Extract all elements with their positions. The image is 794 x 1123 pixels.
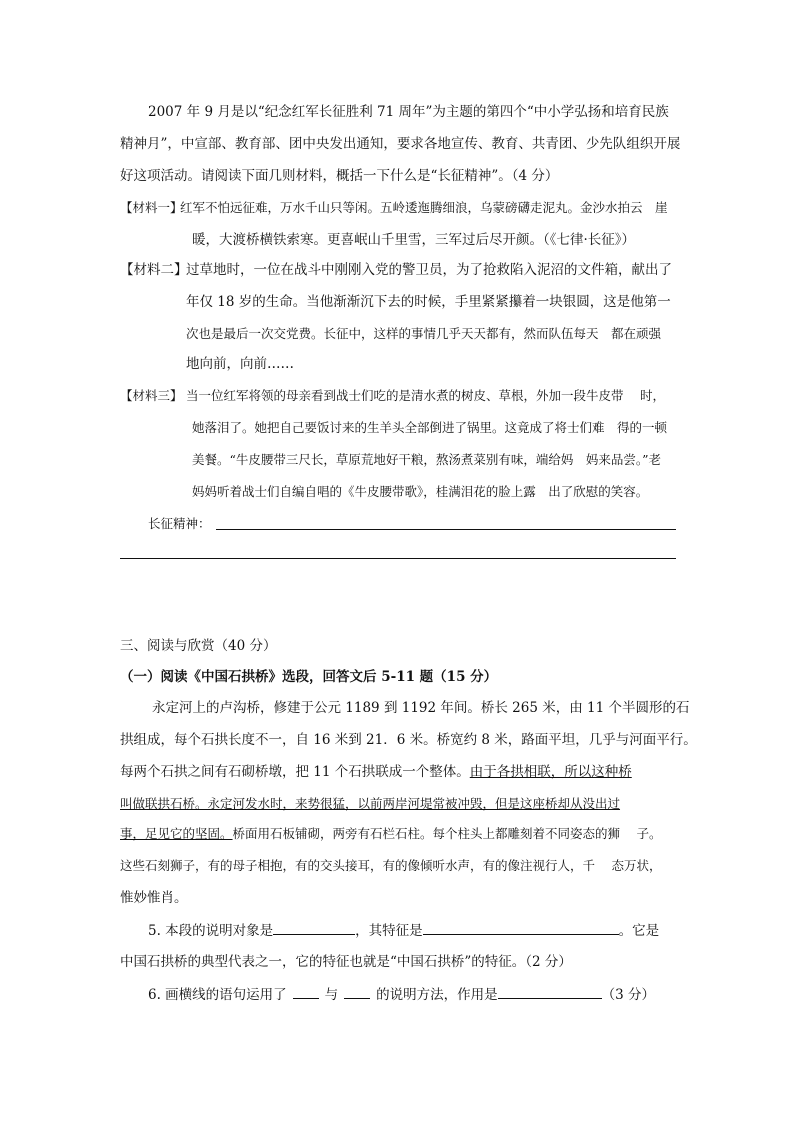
question-5-text-c: 。它是 (618, 923, 660, 939)
passage-line-1: 永定河上的卢沟桥，修建于公元 1189 到 1192 年间。桥长 265 米，由 11 个半圆形的石 (152, 700, 690, 716)
answer-line-1[interactable] (216, 529, 676, 530)
section-3-title: 三、阅读与欣赏（40 分） (120, 638, 277, 654)
question-5-text-a: 5. 本段的说明对象是 (148, 923, 274, 939)
passage-line-7: 惟妙惟肖。 (120, 890, 188, 906)
passage-line-5 (120, 824, 662, 844)
material-3-tag: 【材料三】 (120, 388, 183, 403)
material-3-line-1: 当一位红军将领的母亲看到战士们吃的是清水煮的树皮、草根，外加一段牛皮带 时， (186, 388, 665, 403)
material-2-tag: 【材料二】 (120, 262, 188, 278)
question-5-text-b: ，其特征是 (355, 923, 423, 939)
question-6-blank-method-1[interactable] (293, 984, 319, 999)
question-6-blank-method-2[interactable] (344, 984, 370, 999)
intro-line-1: 2007 年 9 月是以“纪念红军长征胜利 71 周年”为主题的第四个“中小学弘扬和培育民族 (148, 104, 669, 120)
material-2-line-4: 地向前，向前…… (186, 356, 294, 372)
question-6-text-d: （3 分） (601, 987, 656, 1003)
passage-line-2: 拱组成，每个石拱长度不一，自 16 米到 21．6 米。桥宽约 8 米，路面平坦，几乎与河面平行。 (120, 732, 697, 748)
question-5-line-1 (148, 920, 659, 941)
material-3-line-2: 她落泪了。她把自己要饭讨来的生羊头全部倒进了锅里。这竟成了将士们难 得的一顿 (192, 420, 668, 435)
question-6-line (148, 984, 655, 1005)
part-1-title: （一）阅读《中国石拱桥》选段，回答文后 5-11 题（15 分） (120, 669, 498, 685)
question-5-blank-feature[interactable] (423, 920, 619, 935)
material-1-line-2: 暖，大渡桥横铁索寒。更喜岷山千里雪，三军过后尽开颜。（《七律·长征》） (192, 232, 636, 248)
material-1-tag: 【材料一】 (120, 200, 183, 215)
passage-line-3-plain: 每两个石拱之间有石砌桥墩，把 11 个石拱联成一个整体。 (120, 764, 470, 780)
material-2-line-2: 年仅 18 岁的生命。当他渐渐沉下去的时候，手里紧紧攥着一块银圆，这是他第一 (186, 294, 671, 310)
passage-line-3 (120, 762, 632, 782)
passage-line-5-underlined: 事，足见它的坚固。 (120, 826, 233, 841)
question-6-text-c: 的说明方法，作用是 (376, 987, 498, 1003)
passage-line-6: 这些石刻狮子，有的母子相抱，有的交头接耳，有的像倾听水声，有的像注视行人，千 态万状， (120, 858, 662, 873)
material-3-line-4: 妈妈听着战士们自编自唱的《牛皮腰带歌》，桂满泪花的脸上露 出了欣慰的笑容。 (192, 484, 649, 499)
passage-line-5-plain: 桥面用石板铺砌，两旁有石栏石柱。每个柱头上都雕刻着不同姿态的狮 子。 (232, 826, 662, 841)
answer-label: 长征精神： (148, 516, 211, 531)
question-6-blank-function[interactable] (498, 984, 602, 999)
material-1-line-1: 红军不怕远征难，万水千山只等闲。五岭逶迤腾细浪，乌蒙磅礴走泥丸。金沙水拍云 崖 (180, 200, 668, 215)
question-5-blank-object[interactable] (273, 920, 355, 935)
intro-line-3: 好这项活动。请阅读下面几则材料，概括一下什么是“长征精神”。（4 分） (120, 168, 559, 184)
question-5-line-2: 中国石拱桥的典型代表之一，它的特征也就是“中国石拱桥”的特征。（2 分） (120, 954, 572, 970)
passage-line-3-underlined: 由于各拱相联，所以这种桥 (469, 764, 632, 780)
material-3-line-3: 美餐。“牛皮腰带三尺长，草原荒地好干粮，熬汤煮菜别有味，端给妈 妈来品尝。”老 (192, 452, 662, 467)
material-2-line-3: 次也是最后一次交党费。长征中，这样的事情几乎天天都有，然而队伍每天 都在顽强 (186, 326, 662, 341)
answer-line-2[interactable] (120, 558, 676, 559)
passage-line-4-underlined: 叫做联拱石桥。永定河发水时，来势很猛，以前两岸河堤常被冲毁，但是这座桥却从没出过 (120, 796, 621, 811)
question-6-text-a: 6. 画横线的语句运用了 (148, 987, 287, 1003)
intro-line-2: 精神月”，中宣部、教育部、团中央发出通知，要求各地宣传、教育、共青团、少先队组织开展 (120, 136, 681, 152)
question-6-text-b: 与 (324, 987, 339, 1003)
material-2-line-1: 过草地时，一位在战斗中刚刚入党的警卫员，为了抢救陷入泥沼的文件箱，献出了 (186, 262, 672, 278)
